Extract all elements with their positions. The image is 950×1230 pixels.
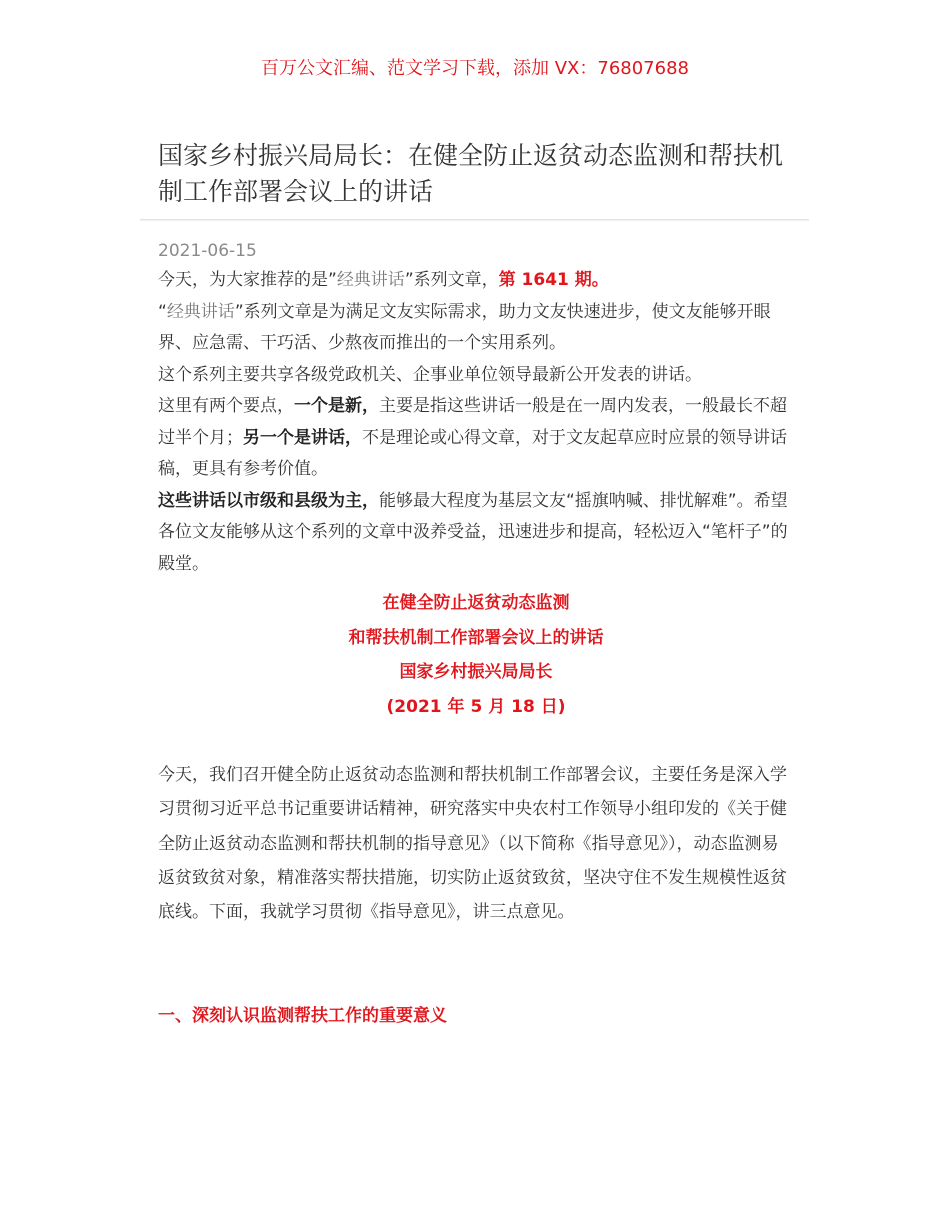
speech-title-line-1: 在健全防止返贫动态监测 — [382, 593, 570, 613]
speech-body — [158, 758, 794, 929]
intro-section — [158, 265, 794, 580]
title-divider — [140, 219, 809, 220]
speech-speaker: 国家乡村振兴局局长 — [399, 662, 553, 682]
speech-header — [158, 586, 794, 724]
text: 能够最大程度为基层文友“摇旗呐喊、排忧解难”。希望各位文友能够从这个系列的文章中汲养受益，迅速进步和提高，轻松迈入“笔杆子”的殿堂。 — [158, 490, 788, 574]
article-title: 国家乡村振兴局局长：在健全防止返贫动态监测和帮扶机制工作部署会议上的讲话 — [158, 141, 784, 206]
section-heading-1: 一、深刻认识监测帮扶工作的重要意义 — [158, 1006, 447, 1026]
bold-emphasis: 这些讲话以市级和县级为主， — [158, 490, 379, 511]
text: “ — [158, 301, 167, 322]
intro-paragraph-5 — [158, 486, 794, 581]
bold-point-1: 一个是新， — [294, 396, 379, 416]
text: ”系列文章， — [404, 270, 499, 290]
text: 这里有两个要点， — [158, 396, 294, 416]
bold-point-2: 另一个是讲话， — [243, 427, 362, 448]
speech-paragraph-1: 今天，我们召开健全防止返贫动态监测和帮扶机制工作部署会议，主要任务是深入学习贯彻习近平总书记重要讲话精神，研究落实中央农村工作领导小组印发的《关于健全防止返贫动态监测和帮扶机制的指导意见》（以下简称《指导意见》），动态监测易返贫致贫对象，精准落实帮扶措施，切实防止返贫致贫，坚决守住不发生规模性返贫底线。下面，我就学习贯彻《指导意见》，讲三点意见。 — [158, 765, 787, 923]
promo-banner: 百万公文汇编、范文学习下载，添加 VX：76807688 — [261, 58, 689, 79]
series-name: 经典讲话 — [336, 270, 405, 290]
intro-paragraph-3: 这个系列主要共享各级党政机关、企事业单位领导最新公开发表的讲话。 — [158, 364, 702, 385]
text: 主要是指这些讲话一般是在一周内发表，一般最长不超过半个月； — [158, 396, 787, 448]
speech-date: (2021 年 5 月 18 日) — [386, 696, 566, 717]
intro-paragraph-2 — [158, 297, 794, 360]
text: ”系列文章是为满足文友实际需求，助力文友快速进步，使文友能够开眼界、应急需、干巧活、少熬夜而推出的一个实用系列。 — [158, 301, 771, 353]
text: 今天，为大家推荐的是” — [158, 270, 337, 290]
speech-title-line-2: 和帮扶机制工作部署会议上的讲话 — [348, 627, 604, 648]
text: 不是理论或心得文章，对于文友起草应时应景的领导讲话稿，更具有参考价值。 — [158, 427, 787, 479]
intro-paragraph-1 — [158, 265, 794, 297]
intro-paragraph-4 — [158, 391, 794, 486]
series-name: 经典讲话 — [166, 301, 235, 322]
issue-number: 第 1641 期。 — [498, 270, 609, 290]
publish-date: 2021-06-15 — [158, 241, 257, 261]
